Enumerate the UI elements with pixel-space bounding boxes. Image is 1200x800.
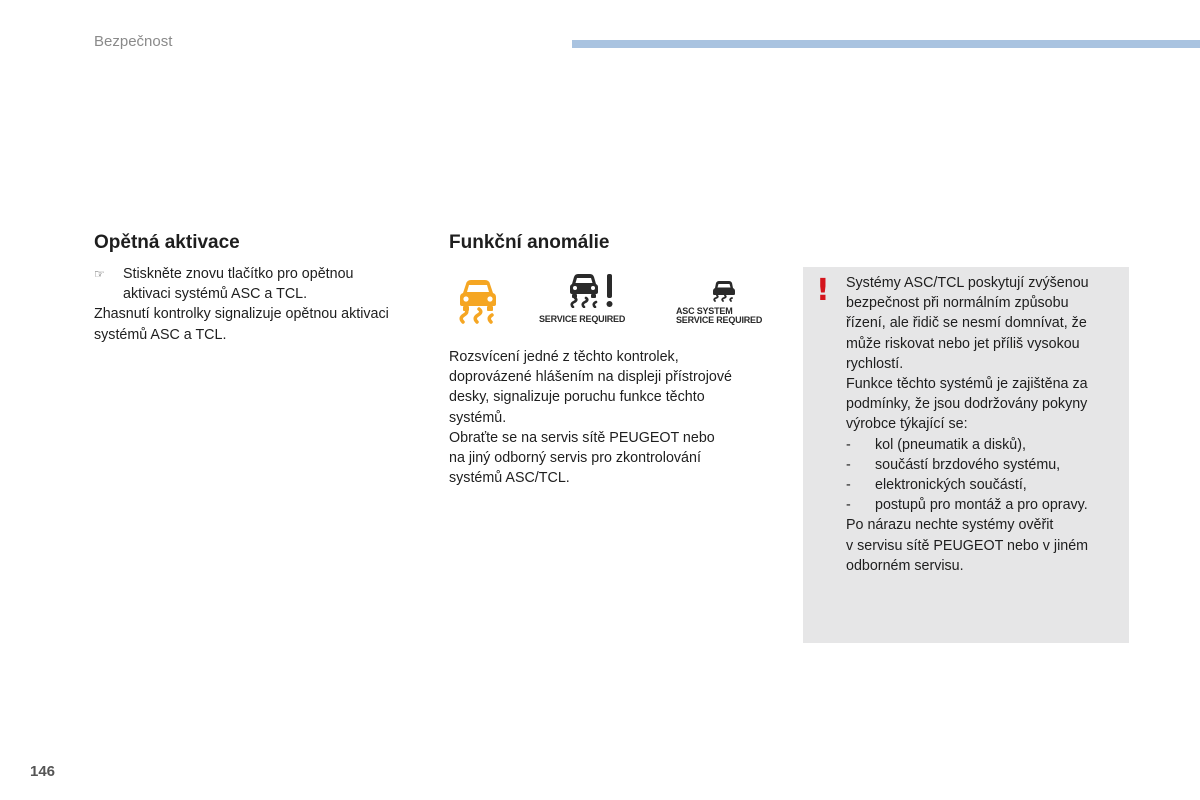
paragraph-line: systémů ASC/TCL.: [449, 470, 570, 487]
malfunction-text: [449, 347, 769, 488]
warning-line: podmínky, že jsou dodržovány pokyny: [846, 396, 1088, 413]
list-item-text: součástí brzdového systému,: [875, 456, 1061, 473]
dash-bullet: -: [846, 456, 851, 473]
service-required-label: SERVICE REQUIRED: [539, 314, 626, 324]
list-item-text: elektronických součástí,: [875, 477, 1027, 494]
warning-line: rychlostí.: [846, 355, 904, 372]
service-required-label: SERVICE REQUIRED: [676, 315, 763, 325]
list-item-text: postupů pro montáž a pro opravy.: [875, 497, 1088, 514]
heading-reactivation: Opětná aktivace: [94, 232, 240, 253]
paragraph-line: na jiný odborný servis pro zkontrolování: [449, 450, 701, 467]
paragraph-line: Rozsvícení jedné z těchto kontrolek,: [449, 349, 679, 365]
dash-bullet: -: [846, 477, 851, 494]
paragraph-line: Obraťte se na servis sítě PEUGEOT nebo: [449, 429, 715, 446]
heading-malfunction: Funkční anomálie: [449, 232, 610, 253]
paragraph-line: desky, signalizuje poruchu funkce těchto: [449, 389, 705, 406]
list-item: [846, 495, 1121, 515]
bullet-text: [123, 264, 353, 304]
paragraph-line: doprovázené hlášením na displeji přístrojové: [449, 369, 732, 386]
skid-car-icon: [712, 280, 736, 302]
warning-line: Funkce těchto systémů je zajištěna za: [846, 376, 1088, 393]
warning-line: bezpečnost při normálním způsobu: [846, 295, 1069, 312]
instruction-bullet: [94, 264, 429, 304]
paragraph-line: systémů.: [449, 409, 507, 426]
warning-line: může riskovat nebo jet příliš vysokou: [846, 335, 1080, 352]
asc-system-label: ASC SYSTEM: [676, 306, 733, 316]
warning-line: odborném servisu.: [846, 557, 964, 574]
dash-bullet: -: [846, 497, 851, 514]
warning-line: výrobce týkající se:: [846, 416, 968, 433]
page-number: 146: [30, 763, 56, 780]
warning-line: Systémy ASC/TCL poskytují zvýšenou: [846, 275, 1089, 291]
service-lamp-2: [676, 280, 786, 325]
reactivation-text: [94, 264, 429, 345]
service-lamp-1: [539, 272, 639, 324]
warning-line: řízení, ale řidič se nesmí domnívat, že: [846, 315, 1087, 332]
reactivation-paragraph: [94, 304, 429, 344]
warning-text: [846, 273, 1121, 576]
bullet-line: Stiskněte znovu tlačítko pro opětnou: [123, 266, 354, 282]
list-item: [846, 435, 1121, 455]
bullet-line: aktivaci systémů ASC a TCL.: [123, 286, 308, 303]
exclamation-icon: !: [816, 273, 830, 308]
pointing-hand-icon: ☞: [94, 267, 105, 281]
warning-lamps: [449, 270, 789, 330]
header-bar: [572, 40, 1200, 48]
list-item-text: kol (pneumatik a disků),: [875, 436, 1026, 453]
warning-box: [803, 267, 1129, 643]
section-title: Bezpečnost: [94, 33, 173, 50]
paragraph-line: systémů ASC a TCL.: [94, 326, 227, 343]
warning-line: Po nárazu nechte systémy ověřit: [846, 517, 1054, 534]
list-item: [846, 455, 1121, 475]
warning-line: v servisu sítě PEUGEOT nebo v jiném: [846, 537, 1089, 554]
dash-bullet: -: [846, 436, 851, 453]
skid-car-warning-icon: [457, 278, 499, 329]
paragraph-line: Zhasnutí kontrolky signalizuje opětnou aktivaci: [94, 306, 389, 323]
skid-car-exclamation-icon: [569, 272, 619, 308]
list-item: [846, 475, 1121, 495]
